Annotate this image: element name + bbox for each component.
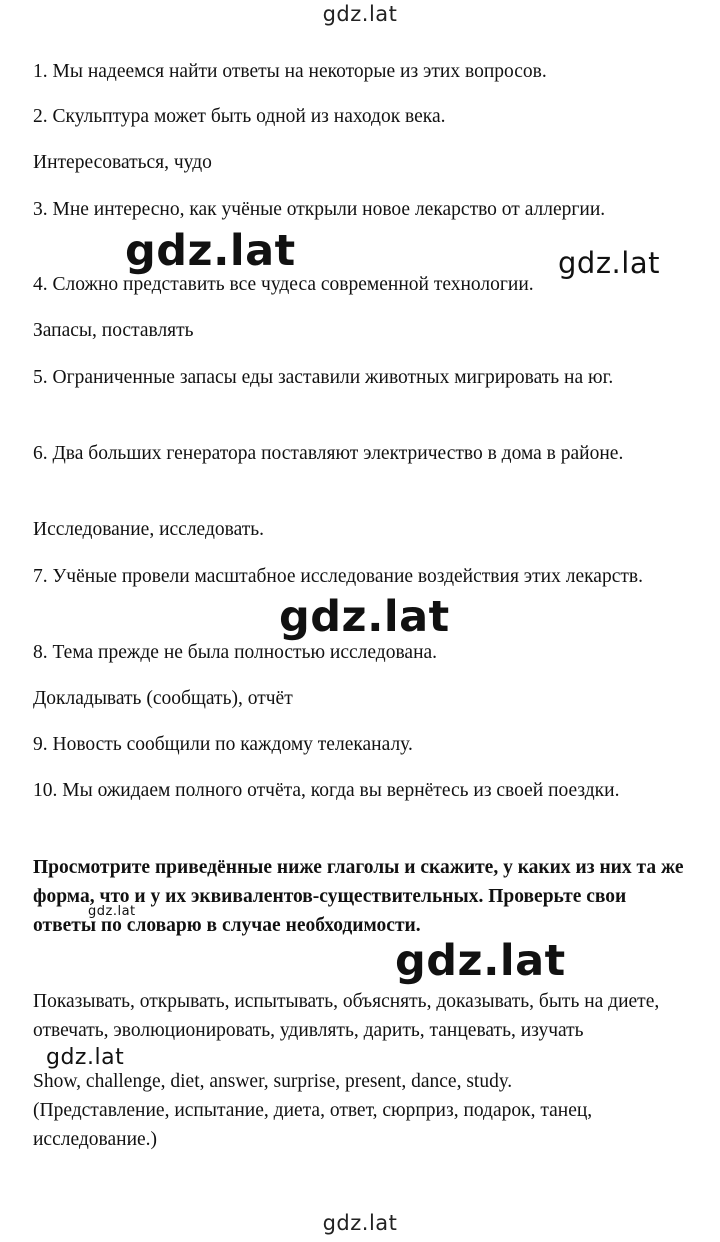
watermark-bottom: gdz.lat (322, 1211, 398, 1235)
watermark-large: gdz.lat (279, 592, 450, 642)
sentence-10: 10. Мы ожидаем полного отчёта, когда вы вернётесь из своей поездки. (33, 780, 620, 801)
sentence-9: 9. Новость сообщили по каждому телеканалу. (33, 734, 413, 755)
sentence-6: 6. Два больших генератора поставляют электричество в дома в районе. (33, 443, 624, 464)
sentence-5: 5. Ограниченные запасы еды заставили животных мигрировать на юг. (33, 367, 614, 388)
word-pair-heading: Запасы, поставлять (33, 320, 194, 341)
watermark-small: gdz.lat (46, 1045, 125, 1070)
sentence-7: 7. Учёные провели масштабное исследование воздействия этих лекарств. (33, 566, 643, 587)
task-instruction: Просмотрите приведённые ниже глаголы и скажите, у каких из них та же форма, что и у их эквивалентов-существительных. Проверьте свои ответы по словарю в случае необходимости. (33, 857, 684, 936)
word-pair-heading: Докладывать (сообщать), отчёт (33, 688, 293, 709)
verb-list: Показывать, открывать, испытывать, объяснять, доказывать, быть на диете, отвечать, эволюционировать, удивлять, дарить, танцевать, изучать (33, 991, 660, 1041)
watermark-tiny: gdz.lat (88, 904, 136, 919)
english-answer: Show, challenge, diet, answer, surprise, present, dance, study. (33, 1071, 513, 1092)
translation-answer: (Представление, испытание, диета, ответ, сюрприз, подарок, танец, исследование.) (33, 1100, 593, 1150)
sentence-2: 2. Скульптура может быть одной из находок века. (33, 106, 446, 127)
word-pair-heading: Исследование, исследовать. (33, 519, 265, 540)
sentence-8: 8. Тема прежде не была полностью исследована. (33, 642, 438, 663)
watermark-large: gdz.lat (395, 936, 566, 986)
sentence-3: 3. Мне интересно, как учёные открыли новое лекарство от аллергии. (33, 199, 606, 220)
watermark-medium: gdz.lat (558, 246, 660, 280)
watermark-top: gdz.lat (322, 2, 398, 26)
sentence-4: 4. Сложно представить все чудеса современной технологии. (33, 274, 534, 295)
word-pair-heading: Интересоваться, чудо (33, 152, 212, 173)
watermark-large: gdz.lat (125, 226, 296, 276)
sentence-1: 1. Мы надеемся найти ответы на некоторые из этих вопросов. (33, 61, 547, 82)
